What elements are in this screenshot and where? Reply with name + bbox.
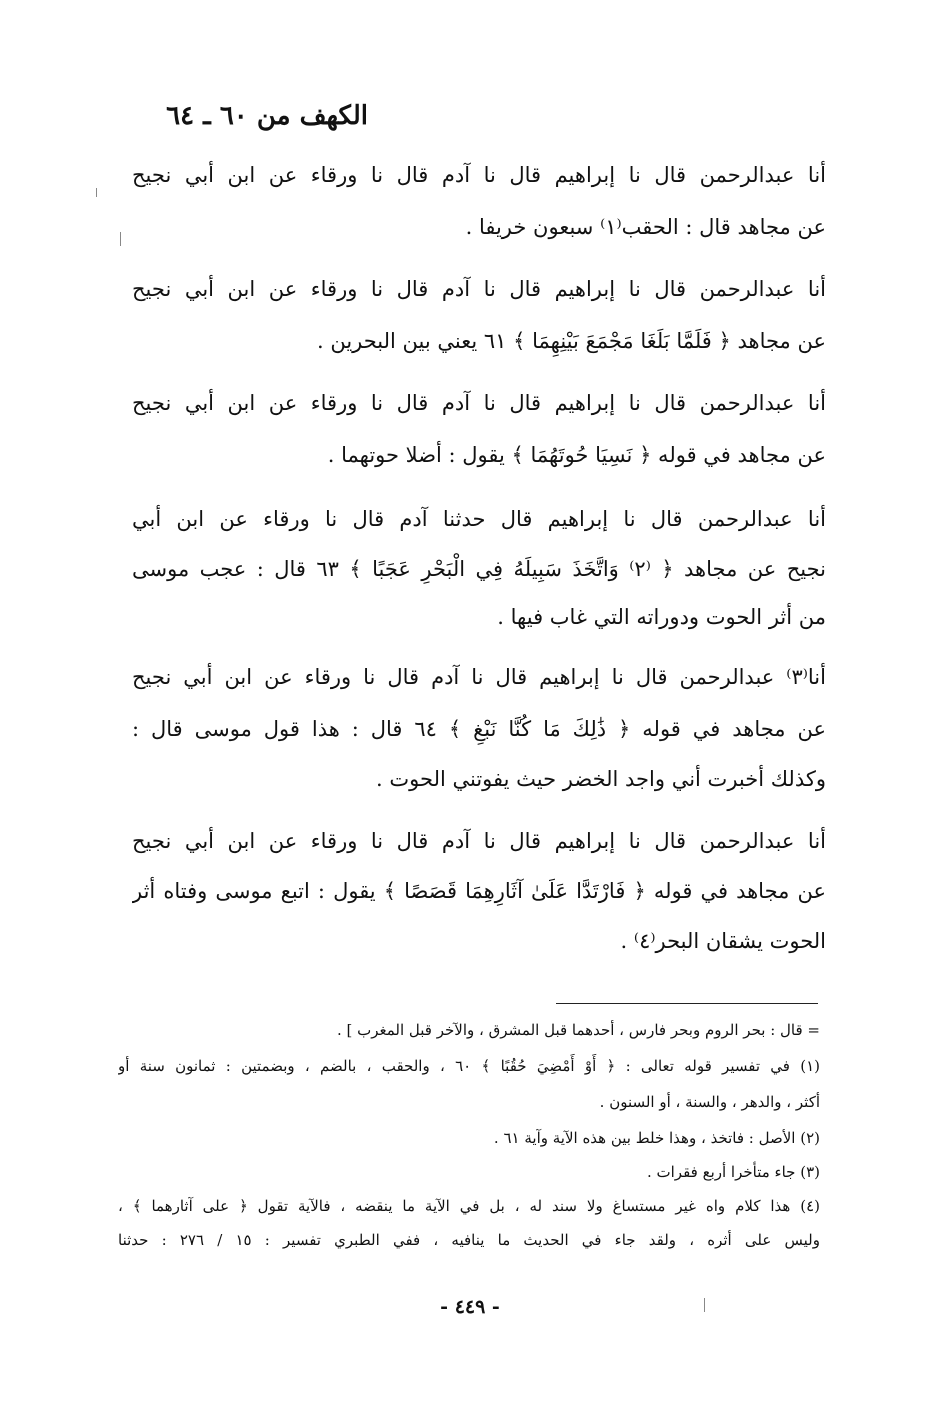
paragraph-1-line-1: أنا عبدالرحمن قال نا إبراهيم قال نا آدم قال نا ورقاء عن ابن أبي نجيح: [132, 163, 826, 187]
paragraph-1-line-2: عن مجاهد قال : الحقب⁽١⁾ سبعون خريفا .: [465, 215, 826, 239]
paragraph-4-line-2: نجيح عن مجاهد ﴿ ⁽٢⁾ وَاتَّخَذَ سَبِيلَهُ فِي الْبَحْرِ عَجَبًا ﴾ ٦٣ قال : عجب موسى: [132, 557, 826, 581]
footnote-3: (٣) جاء متأخرا أربع فقرات .: [646, 1163, 820, 1181]
paragraph-2-line-2: عن مجاهد ﴿ فَلَمَّا بَلَغَا مَجْمَعَ بَيْنِهِمَا ﴾ ٦١ يعني بين البحرين .: [316, 329, 826, 353]
paragraph-5-line-1: أنا⁽٣⁾ عبدالرحمن قال نا إبراهيم قال نا آدم قال نا ورقاء عن ابن أبي نجيح: [132, 665, 826, 689]
paragraph-4-line-3: من أثر الحوت ودوراته التي غاب فيها .: [497, 605, 826, 629]
paragraph-5-line-3: وكذلك أخبرت أني واجد الخضر حيث يفوتني الحوت .: [376, 767, 826, 791]
paragraph-5-line-2: عن مجاهد في قوله ﴿ ذَٰلِكَ مَا كُنَّا نَبْغِ ﴾ ٦٤ قال : هذا قول موسى قال :: [132, 717, 826, 741]
paragraph-6-line-2: عن مجاهد في قوله ﴿ فَارْتَدَّا عَلَىٰ آثَارِهِمَا قَصَصًا ﴾ يقول : اتبع موسى وفتاه أثر: [132, 879, 826, 903]
scan-speck: [120, 232, 121, 246]
paragraph-4-line-1: أنا عبدالرحمن قال نا إبراهيم قال حدثنا آدم قال نا ورقاء عن ابن أبي: [132, 507, 826, 531]
footnote-separator: [556, 1003, 818, 1004]
scan-speck: [96, 188, 97, 197]
paragraph-2-line-1: أنا عبدالرحمن قال نا إبراهيم قال نا آدم قال نا ورقاء عن ابن أبي نجيح: [132, 277, 826, 301]
footnote-1-line-1: (١) في تفسير قوله تعالى : ﴿ أَوْ أَمْضِيَ حُقُبًا ﴾ ٦٠ ، والحقب ، بالضم ، وبضمتين : ثمانون سنة أو: [118, 1057, 820, 1075]
page-number: - ٤٤٩ -: [440, 1296, 500, 1318]
scan-speck: [704, 1298, 705, 1312]
paragraph-6-line-3: الحوت يشقان البحر⁽٤⁾ .: [620, 929, 826, 953]
paragraph-3-line-1: أنا عبدالرحمن قال نا إبراهيم قال نا آدم قال نا ورقاء عن ابن أبي نجيح: [132, 391, 826, 415]
footnote-4-line-1: (٤) هذا كلام واه غير مستساغ ولا سند له ، بل في الآية ما ينقضه ، فالآية تقول ﴿ على آثارهما ﴾ ،: [118, 1197, 820, 1215]
page-title: الكهف من ٦٠ ـ ٦٤: [166, 101, 368, 131]
footnote-2: (٢) الأصل : فاتخذ ، وهذا خلط بين هذه الآية وآية ٦١ .: [493, 1129, 820, 1147]
paragraph-6-line-1: أنا عبدالرحمن قال نا إبراهيم قال نا آدم قال نا ورقاء عن ابن أبي نجيح: [132, 829, 826, 853]
footnote-4-line-2: وليس على أثره ، ولقد جاء في الحديث ما ينافيه ، ففي الطبري تفسير : ١٥ / ٢٧٦ : حدثنا: [118, 1231, 820, 1249]
footnote-continuation: = قال : بحر الروم وبحر فارس ، أحدهما قبل المشرق ، والآخر قبل المغرب ] .: [336, 1021, 820, 1039]
paragraph-3-line-2: عن مجاهد في قوله ﴿ نَسِيَا حُوتَهُمَا ﴾ يقول : أضلا حوتهما .: [327, 443, 826, 467]
footnote-1-line-2: أكثر ، والدهر ، والسنة ، أو السنون .: [599, 1093, 820, 1111]
